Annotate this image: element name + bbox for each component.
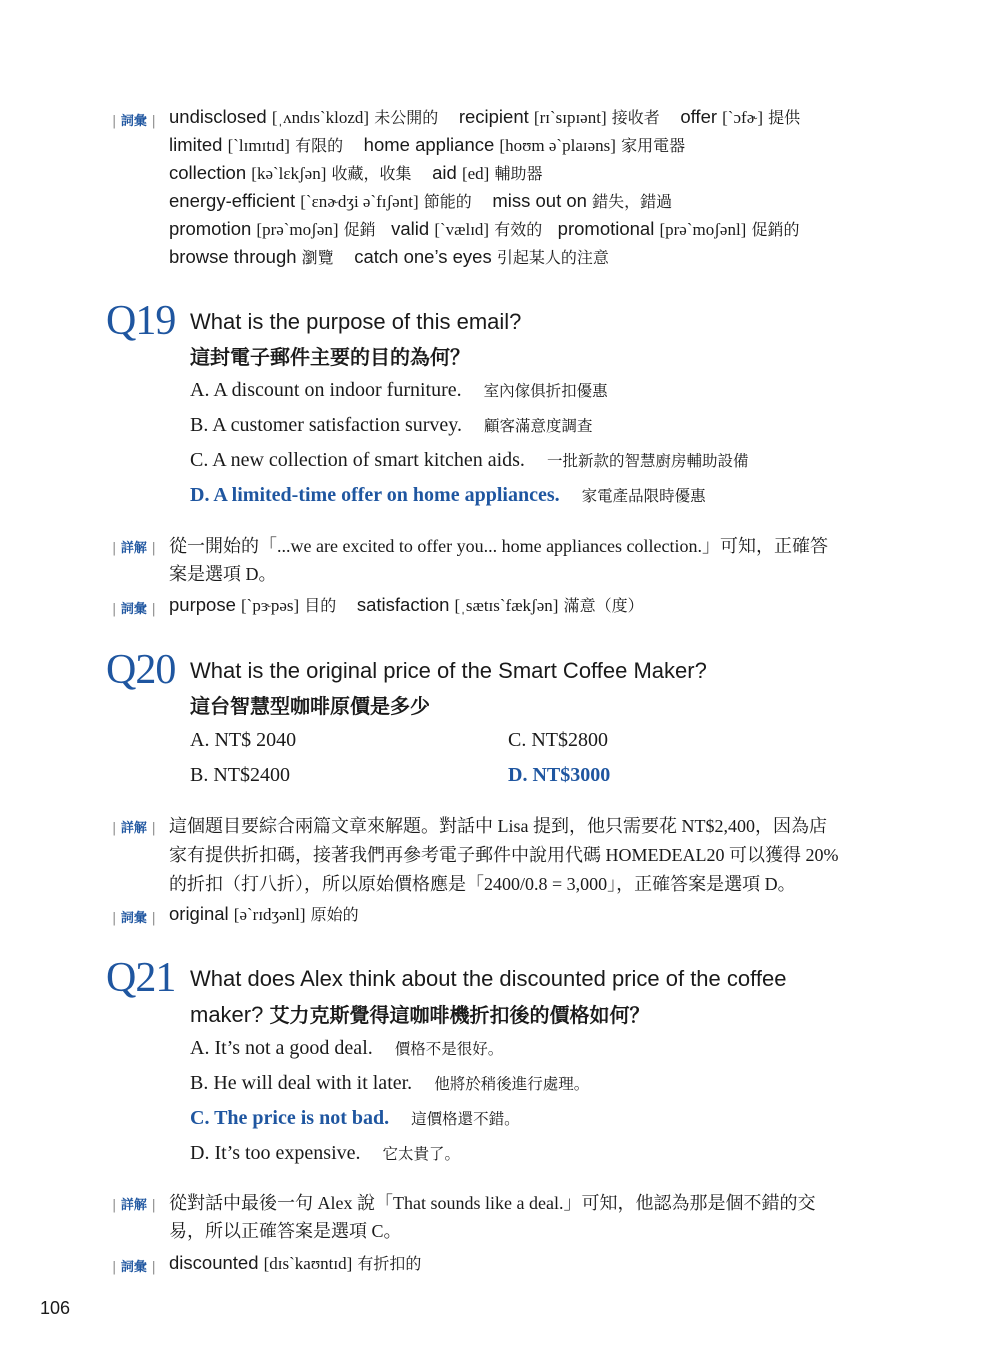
vocab-line: original [əˋrɪdʒənl] 原始的 <box>169 903 359 924</box>
question-text-zh: 這台智慧型咖啡原價是多少 <box>190 694 430 718</box>
option-d-correct: D. A limited-time offer on home appliances. 家電產品限時優惠 <box>190 484 706 506</box>
option-a: A. NT$ 2040 <box>190 729 297 751</box>
page-number: 106 <box>40 1298 71 1318</box>
option-d: D. It’s too expensive. 它太貴了。 <box>190 1142 461 1164</box>
explanation-line: 案是選項 D。 <box>169 564 277 584</box>
vocab-line: limited [ˋlɪmɪtɪd] 有限的 home appliance [hoʊm əˋplaɪəns] 家用電器 <box>169 134 686 155</box>
option-c: C. NT$2800 <box>508 729 608 751</box>
vocab-tag: | 詞彙 | <box>112 602 156 617</box>
vocab-line: promotion [prəˋmoʃən] 促銷 valid [ˋvælɪd] 有效的 promotional [prəˋmoʃənl] 促銷的 <box>169 218 800 239</box>
vocab-tag: | 詞彙 | <box>112 114 156 129</box>
vocab-line: energy-efficient [ˋɛnɚdʒi əˋfɪʃənt] 節能的 miss out on 錯失，錯過 <box>169 190 673 211</box>
option-c: C. A new collection of smart kitchen aids. 一批新款的智慧廚房輔助設備 <box>190 449 749 471</box>
question-text-en: What is the purpose of this email? <box>190 309 522 334</box>
explanation-line: 的折扣（打八折），所以原始價格應是「2400/0.8 = 3,000」，正確答案是選項 D。 <box>169 874 796 894</box>
question-number: Q21 <box>106 955 176 1001</box>
vocab-tag: | 詞彙 | <box>112 1260 156 1275</box>
question-text-en: What does Alex think about the discounted price of the coffee <box>190 966 787 991</box>
option-b: B. A customer satisfaction survey. 顧客滿意度調查 <box>190 414 593 436</box>
question-number: Q20 <box>106 647 176 693</box>
explanation-line: 家有提供折扣碼，接著我們再參考電子郵件中說用代碼 HOMEDEAL20 可以獲得 20% <box>169 845 839 865</box>
vocab-line: browse through 瀏覽 catch one’s eyes 引起某人的注意 <box>169 246 609 267</box>
option-a: A. A discount on indoor furniture. 室內傢俱折扣優惠 <box>190 379 608 401</box>
vocab-line: purpose [ˋpɝpəs] 目的 satisfaction [ˌsætɪsˋfækʃən] 滿意（度） <box>169 594 644 615</box>
explanation-line: 易，所以正確答案是選項 C。 <box>169 1221 402 1241</box>
vocab-line: collection [kəˋlɛkʃən] 收藏，收集 aid [ed] 輔助器 <box>169 162 543 183</box>
explain-tag: | 詳解 | <box>112 541 156 556</box>
question-text-en: What is the original price of the Smart Coffee Maker? <box>190 658 707 683</box>
question-text-zh: 這封電子郵件主要的目的為何？ <box>190 345 470 369</box>
option-b: B. He will deal with it later. 他將於稍後進行處理。 <box>190 1072 590 1094</box>
vocab-line: undisclosed [ˌʌndɪsˋklozd] 未公開的 recipient [rɪˋsɪpɪənt] 接收者 offer [ˋɔfɚ] 提供 <box>169 106 801 127</box>
question-text-en-line2: maker? 艾力克斯覺得這咖啡機折扣後的價格如何？ <box>190 1002 650 1027</box>
vocab-tag: | 詞彙 | <box>112 911 156 926</box>
option-c-correct: C. The price is not bad. 這價格還不錯。 <box>190 1107 520 1129</box>
explanation-line: 從一開始的「...we are excited to offer you... home appliances collection.」可知，正確答 <box>169 536 829 556</box>
explain-tag: | 詳解 | <box>112 821 156 836</box>
option-b: B. NT$2400 <box>190 764 290 786</box>
option-d-correct: D. NT$3000 <box>508 764 611 786</box>
vocab-line: discounted [dɪsˋkaʊntɪd] 有折扣的 <box>169 1252 422 1273</box>
explain-tag: | 詳解 | <box>112 1198 156 1213</box>
question-text-zh: 艾力克斯覺得這咖啡機折扣後的價格如何？ <box>269 1003 650 1027</box>
question-number: Q19 <box>106 298 176 344</box>
explanation-line: 從對話中最後一句 Alex 說「That sounds like a deal.」可知，他認為那是個不錯的交 <box>169 1193 816 1213</box>
option-a: A. It’s not a good deal. 價格不是很好。 <box>190 1037 504 1059</box>
explanation-line: 這個題目要綜合兩篇文章來解題。對話中 Lisa 提到，他只需要花 NT$2,400，因為店 <box>169 816 827 836</box>
